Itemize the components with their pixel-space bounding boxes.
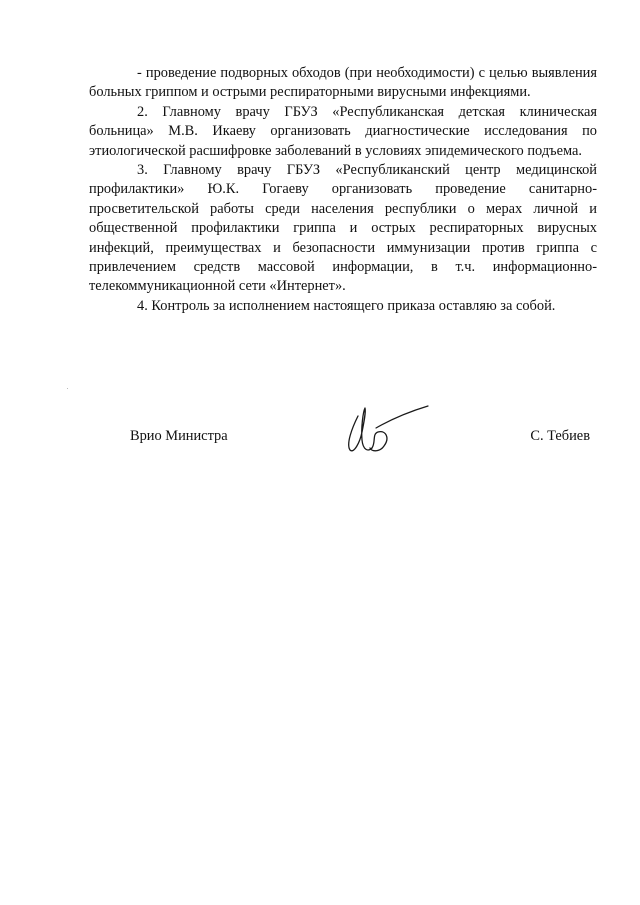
paragraph-household-visits: - проведение подворных обходов (при необходимости) с целью выявления больных гриппом и острыми респираторными вирусными инфекциями. xyxy=(89,65,597,101)
handwritten-signature xyxy=(332,398,432,460)
signatory-title: Врио Министра xyxy=(130,428,228,444)
signature-block xyxy=(0,398,640,468)
signatory-name: С. Тебиев xyxy=(530,428,590,444)
paragraph-item-2: 2. Главному врачу ГБУЗ «Республиканская детская клиническая больница» М.В. Икаеву организовать диагностические исследования по этиологической расшифровке заболеваний в условиях эпидемического подъема. xyxy=(89,103,597,159)
document-body xyxy=(89,64,597,316)
paragraph-item-3: 3. Главному врачу ГБУЗ «Республиканский центр медицинской профилактики» Ю.К. Гогаеву организовать проведение санитарно-просветительской работы среди населения республики о мерах личной и общественной профилактики гриппа и острых респираторных вирусных инфекций, преимуществах и безопасности иммунизации против гриппа с привлечением средств массовой информации, в т.ч. информационно-телекоммуникационной сети «Интернет». xyxy=(89,162,597,295)
paragraph-item-4: 4. Контроль за исполнением настоящего приказа оставляю за собой. xyxy=(137,297,556,314)
scan-speck xyxy=(67,388,68,389)
